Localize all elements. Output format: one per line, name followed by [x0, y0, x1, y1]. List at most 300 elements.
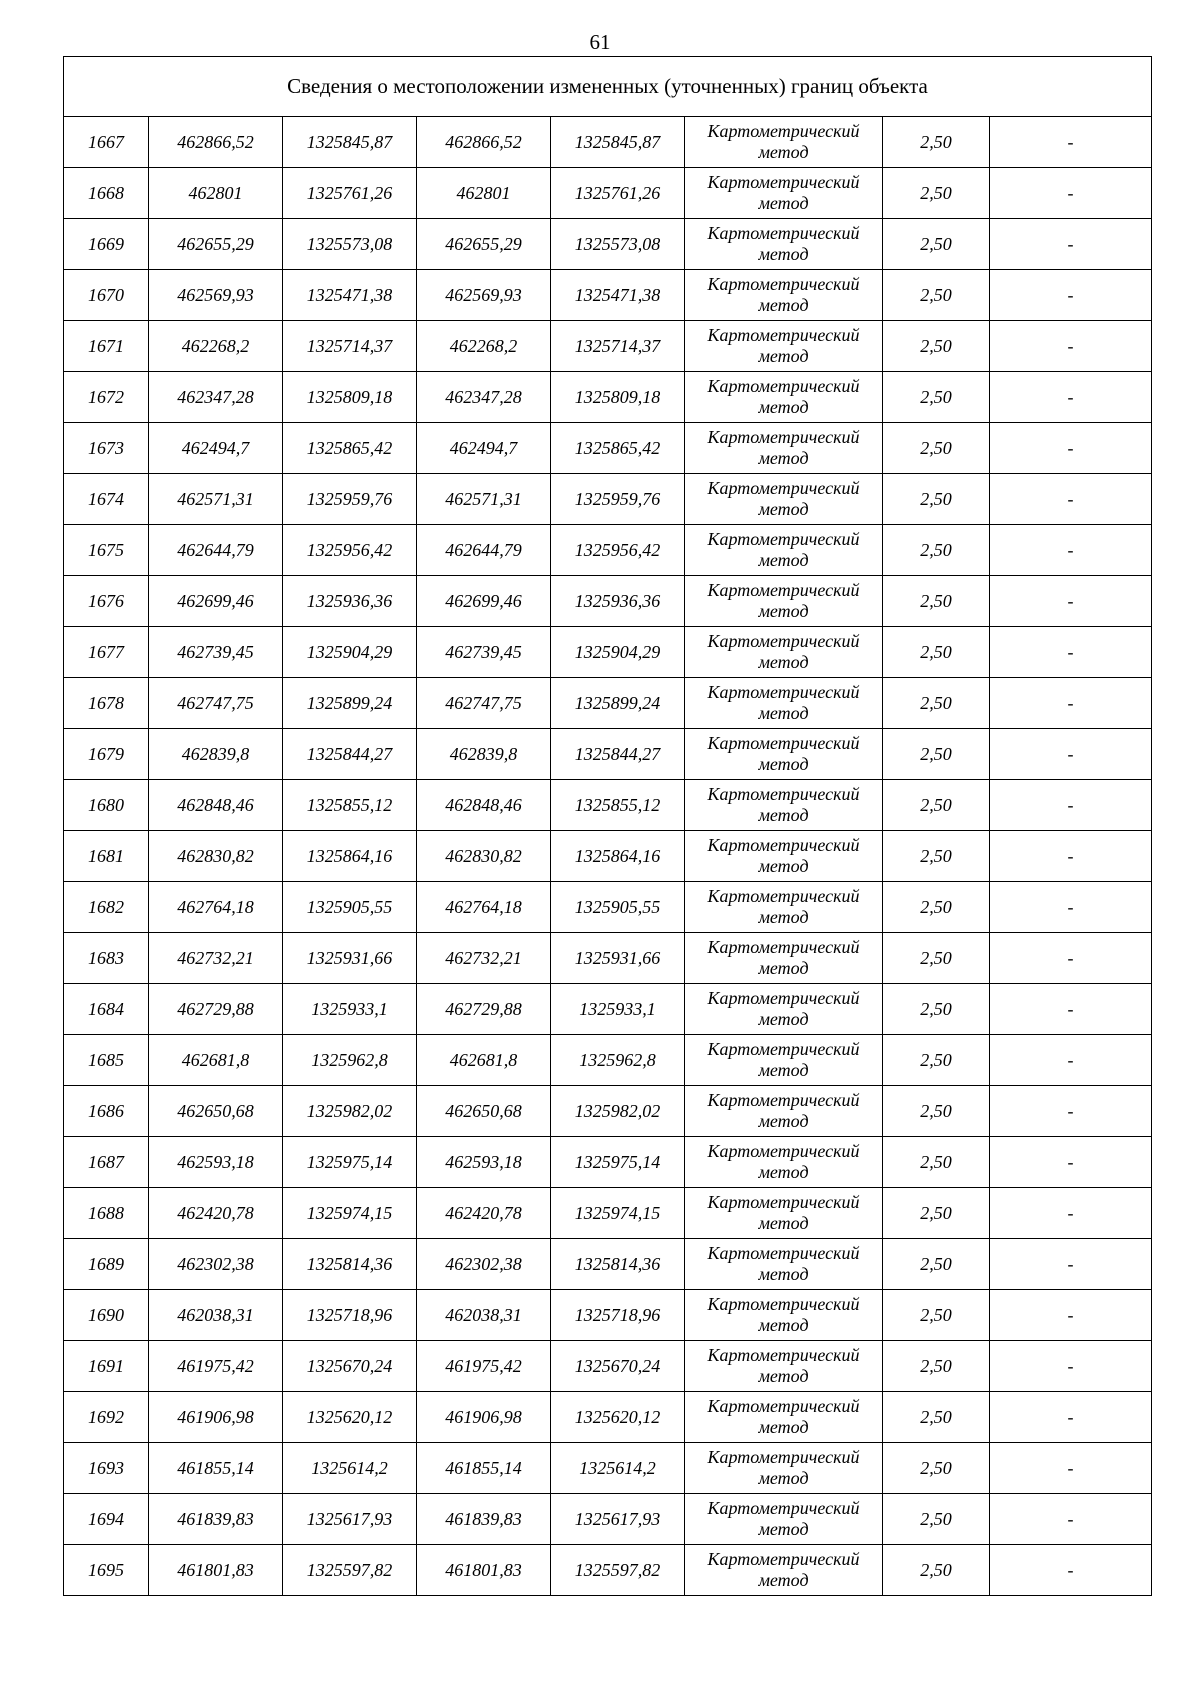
method-line-1: Картометрический: [707, 1447, 860, 1467]
x-existing-cell: 462801: [149, 168, 283, 219]
method-line-1: Картометрический: [707, 325, 860, 345]
point-number-cell: 1670: [64, 270, 149, 321]
y-new-cell: 1325761,26: [551, 168, 685, 219]
x-existing-cell: 462729,88: [149, 984, 283, 1035]
point-number-cell: 1676: [64, 576, 149, 627]
point-number-cell: 1691: [64, 1341, 149, 1392]
method-line-1: Картометрический: [707, 1039, 860, 1059]
note-cell: -: [990, 219, 1152, 270]
x-new-cell: 462644,79: [417, 525, 551, 576]
point-number-cell: 1678: [64, 678, 149, 729]
accuracy-cell: 2,50: [883, 729, 990, 780]
note-cell: -: [990, 270, 1152, 321]
y-new-cell: 1325936,36: [551, 576, 685, 627]
table-header-row: [64, 57, 1152, 117]
y-new-cell: 1325933,1: [551, 984, 685, 1035]
y-existing-cell: 1325597,82: [283, 1545, 417, 1596]
method-line-2: метод: [758, 1009, 809, 1029]
y-new-cell: 1325956,42: [551, 525, 685, 576]
y-existing-cell: 1325844,27: [283, 729, 417, 780]
method-line-1: Картометрический: [707, 631, 860, 651]
y-existing-cell: 1325933,1: [283, 984, 417, 1035]
accuracy-cell: 2,50: [883, 1137, 990, 1188]
method-cell: [685, 168, 883, 219]
table-row: [64, 1035, 1152, 1086]
point-number-cell: 1672: [64, 372, 149, 423]
x-existing-cell: 462732,21: [149, 933, 283, 984]
y-new-cell: 1325962,8: [551, 1035, 685, 1086]
point-number-cell: 1673: [64, 423, 149, 474]
note-cell: -: [990, 1137, 1152, 1188]
point-number-cell: 1669: [64, 219, 149, 270]
y-existing-cell: 1325974,15: [283, 1188, 417, 1239]
y-new-cell: 1325931,66: [551, 933, 685, 984]
y-new-cell: 1325620,12: [551, 1392, 685, 1443]
y-new-cell: 1325714,37: [551, 321, 685, 372]
note-cell: -: [990, 627, 1152, 678]
x-new-cell: 462866,52: [417, 117, 551, 168]
y-new-cell: 1325814,36: [551, 1239, 685, 1290]
y-existing-cell: 1325962,8: [283, 1035, 417, 1086]
accuracy-cell: 2,50: [883, 219, 990, 270]
method-line-1: Картометрический: [707, 529, 860, 549]
x-existing-cell: 461855,14: [149, 1443, 283, 1494]
method-line-2: метод: [758, 397, 809, 417]
method-cell: [685, 1086, 883, 1137]
method-line-2: метод: [758, 958, 809, 978]
method-line-2: метод: [758, 244, 809, 264]
method-line-1: Картометрический: [707, 733, 860, 753]
y-existing-cell: 1325809,18: [283, 372, 417, 423]
note-cell: -: [990, 729, 1152, 780]
method-line-2: метод: [758, 550, 809, 570]
table-row: [64, 270, 1152, 321]
x-new-cell: 462655,29: [417, 219, 551, 270]
method-line-2: метод: [758, 1060, 809, 1080]
accuracy-cell: 2,50: [883, 1239, 990, 1290]
method-line-1: Картометрический: [707, 223, 860, 243]
x-new-cell: 462764,18: [417, 882, 551, 933]
method-line-2: метод: [758, 295, 809, 315]
point-number-cell: 1680: [64, 780, 149, 831]
method-line-2: метод: [758, 1315, 809, 1335]
note-cell: -: [990, 678, 1152, 729]
x-existing-cell: 462593,18: [149, 1137, 283, 1188]
note-cell: -: [990, 321, 1152, 372]
note-cell: -: [990, 1494, 1152, 1545]
method-line-1: Картометрический: [707, 1549, 860, 1569]
method-line-1: Картометрический: [707, 937, 860, 957]
y-existing-cell: 1325761,26: [283, 168, 417, 219]
note-cell: -: [990, 882, 1152, 933]
x-existing-cell: 462038,31: [149, 1290, 283, 1341]
y-new-cell: 1325974,15: [551, 1188, 685, 1239]
x-new-cell: 461855,14: [417, 1443, 551, 1494]
x-new-cell: 462839,8: [417, 729, 551, 780]
point-number-cell: 1695: [64, 1545, 149, 1596]
point-number-cell: 1681: [64, 831, 149, 882]
y-existing-cell: 1325865,42: [283, 423, 417, 474]
method-line-1: Картометрический: [707, 478, 860, 498]
point-number-cell: 1667: [64, 117, 149, 168]
method-line-1: Картометрический: [707, 1090, 860, 1110]
x-existing-cell: 462655,29: [149, 219, 283, 270]
method-line-1: Картометрический: [707, 784, 860, 804]
note-cell: -: [990, 780, 1152, 831]
note-cell: -: [990, 1341, 1152, 1392]
method-cell: [685, 576, 883, 627]
x-new-cell: 462848,46: [417, 780, 551, 831]
note-cell: -: [990, 1239, 1152, 1290]
note-cell: -: [990, 984, 1152, 1035]
y-existing-cell: 1325617,93: [283, 1494, 417, 1545]
point-number-cell: 1682: [64, 882, 149, 933]
x-existing-cell: 462866,52: [149, 117, 283, 168]
accuracy-cell: 2,50: [883, 270, 990, 321]
table-row: [64, 1290, 1152, 1341]
method-line-2: метод: [758, 193, 809, 213]
point-number-cell: 1689: [64, 1239, 149, 1290]
x-new-cell: 461906,98: [417, 1392, 551, 1443]
x-existing-cell: 462739,45: [149, 627, 283, 678]
y-existing-cell: 1325982,02: [283, 1086, 417, 1137]
note-cell: -: [990, 525, 1152, 576]
point-number-cell: 1690: [64, 1290, 149, 1341]
accuracy-cell: 2,50: [883, 423, 990, 474]
y-existing-cell: 1325845,87: [283, 117, 417, 168]
method-line-1: Картометрический: [707, 274, 860, 294]
point-number-cell: 1688: [64, 1188, 149, 1239]
table-row: [64, 576, 1152, 627]
point-number-cell: 1685: [64, 1035, 149, 1086]
x-new-cell: 461839,83: [417, 1494, 551, 1545]
y-existing-cell: 1325814,36: [283, 1239, 417, 1290]
y-existing-cell: 1325855,12: [283, 780, 417, 831]
y-new-cell: 1325855,12: [551, 780, 685, 831]
accuracy-cell: 2,50: [883, 882, 990, 933]
x-new-cell: 462801: [417, 168, 551, 219]
x-existing-cell: 462747,75: [149, 678, 283, 729]
table-row: [64, 882, 1152, 933]
y-existing-cell: 1325573,08: [283, 219, 417, 270]
y-new-cell: 1325614,2: [551, 1443, 685, 1494]
y-existing-cell: 1325899,24: [283, 678, 417, 729]
y-existing-cell: 1325936,36: [283, 576, 417, 627]
x-new-cell: 462699,46: [417, 576, 551, 627]
method-line-1: Картометрический: [707, 1345, 860, 1365]
point-number-cell: 1694: [64, 1494, 149, 1545]
method-line-2: метод: [758, 754, 809, 774]
method-line-2: метод: [758, 1162, 809, 1182]
x-existing-cell: 462839,8: [149, 729, 283, 780]
accuracy-cell: 2,50: [883, 678, 990, 729]
method-line-1: Картометрический: [707, 580, 860, 600]
x-new-cell: 462747,75: [417, 678, 551, 729]
method-line-2: метод: [758, 1366, 809, 1386]
x-new-cell: 462650,68: [417, 1086, 551, 1137]
table-row: [64, 984, 1152, 1035]
y-new-cell: 1325718,96: [551, 1290, 685, 1341]
method-line-2: метод: [758, 1213, 809, 1233]
y-existing-cell: 1325959,76: [283, 474, 417, 525]
y-new-cell: 1325845,87: [551, 117, 685, 168]
accuracy-cell: 2,50: [883, 168, 990, 219]
method-line-1: Картометрический: [707, 1192, 860, 1212]
point-number-cell: 1684: [64, 984, 149, 1035]
note-cell: -: [990, 831, 1152, 882]
table-row: [64, 1392, 1152, 1443]
x-existing-cell: 462699,46: [149, 576, 283, 627]
accuracy-cell: 2,50: [883, 321, 990, 372]
x-existing-cell: 461975,42: [149, 1341, 283, 1392]
method-line-2: метод: [758, 1264, 809, 1284]
y-new-cell: 1325617,93: [551, 1494, 685, 1545]
accuracy-cell: 2,50: [883, 1188, 990, 1239]
note-cell: -: [990, 1290, 1152, 1341]
x-existing-cell: 462302,38: [149, 1239, 283, 1290]
method-cell: [685, 1392, 883, 1443]
method-cell: [685, 882, 883, 933]
x-new-cell: 462830,82: [417, 831, 551, 882]
x-new-cell: 462268,2: [417, 321, 551, 372]
x-existing-cell: 462571,31: [149, 474, 283, 525]
accuracy-cell: 2,50: [883, 1086, 990, 1137]
method-line-1: Картометрический: [707, 1294, 860, 1314]
note-cell: -: [990, 1392, 1152, 1443]
table-body: [64, 57, 1152, 1596]
accuracy-cell: 2,50: [883, 831, 990, 882]
y-existing-cell: 1325864,16: [283, 831, 417, 882]
point-number-cell: 1671: [64, 321, 149, 372]
method-cell: [685, 678, 883, 729]
table-row: [64, 423, 1152, 474]
method-cell: [685, 1188, 883, 1239]
point-number-cell: 1677: [64, 627, 149, 678]
table-row: [64, 1341, 1152, 1392]
method-cell: [685, 1545, 883, 1596]
accuracy-cell: 2,50: [883, 984, 990, 1035]
table-row: [64, 627, 1152, 678]
point-number-cell: 1675: [64, 525, 149, 576]
x-existing-cell: 462268,2: [149, 321, 283, 372]
y-existing-cell: 1325614,2: [283, 1443, 417, 1494]
x-new-cell: 462038,31: [417, 1290, 551, 1341]
accuracy-cell: 2,50: [883, 1035, 990, 1086]
x-existing-cell: 462569,93: [149, 270, 283, 321]
accuracy-cell: 2,50: [883, 576, 990, 627]
accuracy-cell: 2,50: [883, 117, 990, 168]
method-cell: [685, 984, 883, 1035]
x-new-cell: 462302,38: [417, 1239, 551, 1290]
method-line-1: Картометрический: [707, 886, 860, 906]
note-cell: -: [990, 117, 1152, 168]
note-cell: -: [990, 474, 1152, 525]
y-new-cell: 1325809,18: [551, 372, 685, 423]
y-existing-cell: 1325905,55: [283, 882, 417, 933]
method-cell: [685, 1341, 883, 1392]
accuracy-cell: 2,50: [883, 780, 990, 831]
method-cell: [685, 1239, 883, 1290]
table-row: [64, 117, 1152, 168]
x-existing-cell: 461801,83: [149, 1545, 283, 1596]
y-new-cell: 1325975,14: [551, 1137, 685, 1188]
accuracy-cell: 2,50: [883, 1341, 990, 1392]
y-new-cell: 1325864,16: [551, 831, 685, 882]
x-existing-cell: 462848,46: [149, 780, 283, 831]
note-cell: -: [990, 933, 1152, 984]
x-new-cell: 462571,31: [417, 474, 551, 525]
accuracy-cell: 2,50: [883, 933, 990, 984]
accuracy-cell: 2,50: [883, 1443, 990, 1494]
method-cell: [685, 372, 883, 423]
y-existing-cell: 1325904,29: [283, 627, 417, 678]
method-line-1: Картометрический: [707, 1243, 860, 1263]
method-line-2: метод: [758, 448, 809, 468]
x-existing-cell: 462494,7: [149, 423, 283, 474]
point-number-cell: 1693: [64, 1443, 149, 1494]
table-row: [64, 1086, 1152, 1137]
accuracy-cell: 2,50: [883, 1494, 990, 1545]
method-cell: [685, 219, 883, 270]
note-cell: -: [990, 1545, 1152, 1596]
y-existing-cell: 1325975,14: [283, 1137, 417, 1188]
method-cell: [685, 1035, 883, 1086]
x-new-cell: 462739,45: [417, 627, 551, 678]
table-row: [64, 780, 1152, 831]
x-existing-cell: 462764,18: [149, 882, 283, 933]
note-cell: -: [990, 372, 1152, 423]
method-line-1: Картометрический: [707, 427, 860, 447]
x-existing-cell: 462347,28: [149, 372, 283, 423]
method-line-1: Картометрический: [707, 988, 860, 1008]
table-row: [64, 1494, 1152, 1545]
x-new-cell: 461975,42: [417, 1341, 551, 1392]
table-row: [64, 678, 1152, 729]
method-cell: [685, 117, 883, 168]
y-new-cell: 1325573,08: [551, 219, 685, 270]
method-line-2: метод: [758, 805, 809, 825]
accuracy-cell: 2,50: [883, 627, 990, 678]
table-row: [64, 474, 1152, 525]
method-cell: [685, 321, 883, 372]
method-line-2: метод: [758, 1468, 809, 1488]
x-new-cell: 462569,93: [417, 270, 551, 321]
method-cell: [685, 1137, 883, 1188]
coordinates-table: [63, 56, 1152, 1596]
method-cell: [685, 780, 883, 831]
table-row: [64, 1545, 1152, 1596]
accuracy-cell: 2,50: [883, 525, 990, 576]
table-row: [64, 729, 1152, 780]
method-line-2: метод: [758, 346, 809, 366]
method-line-1: Картометрический: [707, 682, 860, 702]
y-new-cell: 1325670,24: [551, 1341, 685, 1392]
y-new-cell: 1325597,82: [551, 1545, 685, 1596]
note-cell: -: [990, 1035, 1152, 1086]
method-cell: [685, 933, 883, 984]
y-new-cell: 1325959,76: [551, 474, 685, 525]
y-new-cell: 1325899,24: [551, 678, 685, 729]
y-new-cell: 1325904,29: [551, 627, 685, 678]
x-new-cell: 462681,8: [417, 1035, 551, 1086]
table-title: Сведения о местоположении измененных (уточненных) границ объекта: [64, 57, 1152, 117]
x-existing-cell: 462650,68: [149, 1086, 283, 1137]
table-row: [64, 1239, 1152, 1290]
method-line-2: метод: [758, 1570, 809, 1590]
method-cell: [685, 423, 883, 474]
x-new-cell: 462494,7: [417, 423, 551, 474]
method-cell: [685, 525, 883, 576]
note-cell: -: [990, 168, 1152, 219]
point-number-cell: 1692: [64, 1392, 149, 1443]
x-new-cell: 461801,83: [417, 1545, 551, 1596]
table-row: [64, 321, 1152, 372]
note-cell: -: [990, 1443, 1152, 1494]
method-line-1: Картометрический: [707, 172, 860, 192]
accuracy-cell: 2,50: [883, 1545, 990, 1596]
method-cell: [685, 270, 883, 321]
table-row: [64, 1188, 1152, 1239]
x-existing-cell: 461906,98: [149, 1392, 283, 1443]
method-cell: [685, 1290, 883, 1341]
method-line-2: метод: [758, 142, 809, 162]
x-existing-cell: 462830,82: [149, 831, 283, 882]
method-line-2: метод: [758, 652, 809, 672]
x-new-cell: 462732,21: [417, 933, 551, 984]
y-existing-cell: 1325714,37: [283, 321, 417, 372]
method-line-1: Картометрический: [707, 121, 860, 141]
method-line-2: метод: [758, 856, 809, 876]
method-line-1: Картометрический: [707, 1498, 860, 1518]
y-existing-cell: 1325471,38: [283, 270, 417, 321]
page-number: 61: [589, 30, 611, 54]
point-number-cell: 1686: [64, 1086, 149, 1137]
y-new-cell: 1325844,27: [551, 729, 685, 780]
accuracy-cell: 2,50: [883, 1392, 990, 1443]
x-new-cell: 462729,88: [417, 984, 551, 1035]
x-existing-cell: 461839,83: [149, 1494, 283, 1545]
accuracy-cell: 2,50: [883, 372, 990, 423]
note-cell: -: [990, 423, 1152, 474]
method-line-2: метод: [758, 1417, 809, 1437]
note-cell: -: [990, 576, 1152, 627]
table-row: [64, 219, 1152, 270]
y-new-cell: 1325865,42: [551, 423, 685, 474]
accuracy-cell: 2,50: [883, 474, 990, 525]
table-row: [64, 372, 1152, 423]
point-number-cell: 1683: [64, 933, 149, 984]
x-existing-cell: 462420,78: [149, 1188, 283, 1239]
y-existing-cell: 1325670,24: [283, 1341, 417, 1392]
method-line-2: метод: [758, 1111, 809, 1131]
note-cell: -: [990, 1188, 1152, 1239]
y-new-cell: 1325471,38: [551, 270, 685, 321]
x-new-cell: 462593,18: [417, 1137, 551, 1188]
note-cell: -: [990, 1086, 1152, 1137]
method-line-1: Картометрический: [707, 376, 860, 396]
table-row: [64, 933, 1152, 984]
point-number-cell: 1668: [64, 168, 149, 219]
method-cell: [685, 831, 883, 882]
x-new-cell: 462420,78: [417, 1188, 551, 1239]
y-existing-cell: 1325620,12: [283, 1392, 417, 1443]
table-row: [64, 1443, 1152, 1494]
y-new-cell: 1325982,02: [551, 1086, 685, 1137]
method-line-2: метод: [758, 601, 809, 621]
point-number-cell: 1687: [64, 1137, 149, 1188]
method-line-2: метод: [758, 703, 809, 723]
x-existing-cell: 462644,79: [149, 525, 283, 576]
